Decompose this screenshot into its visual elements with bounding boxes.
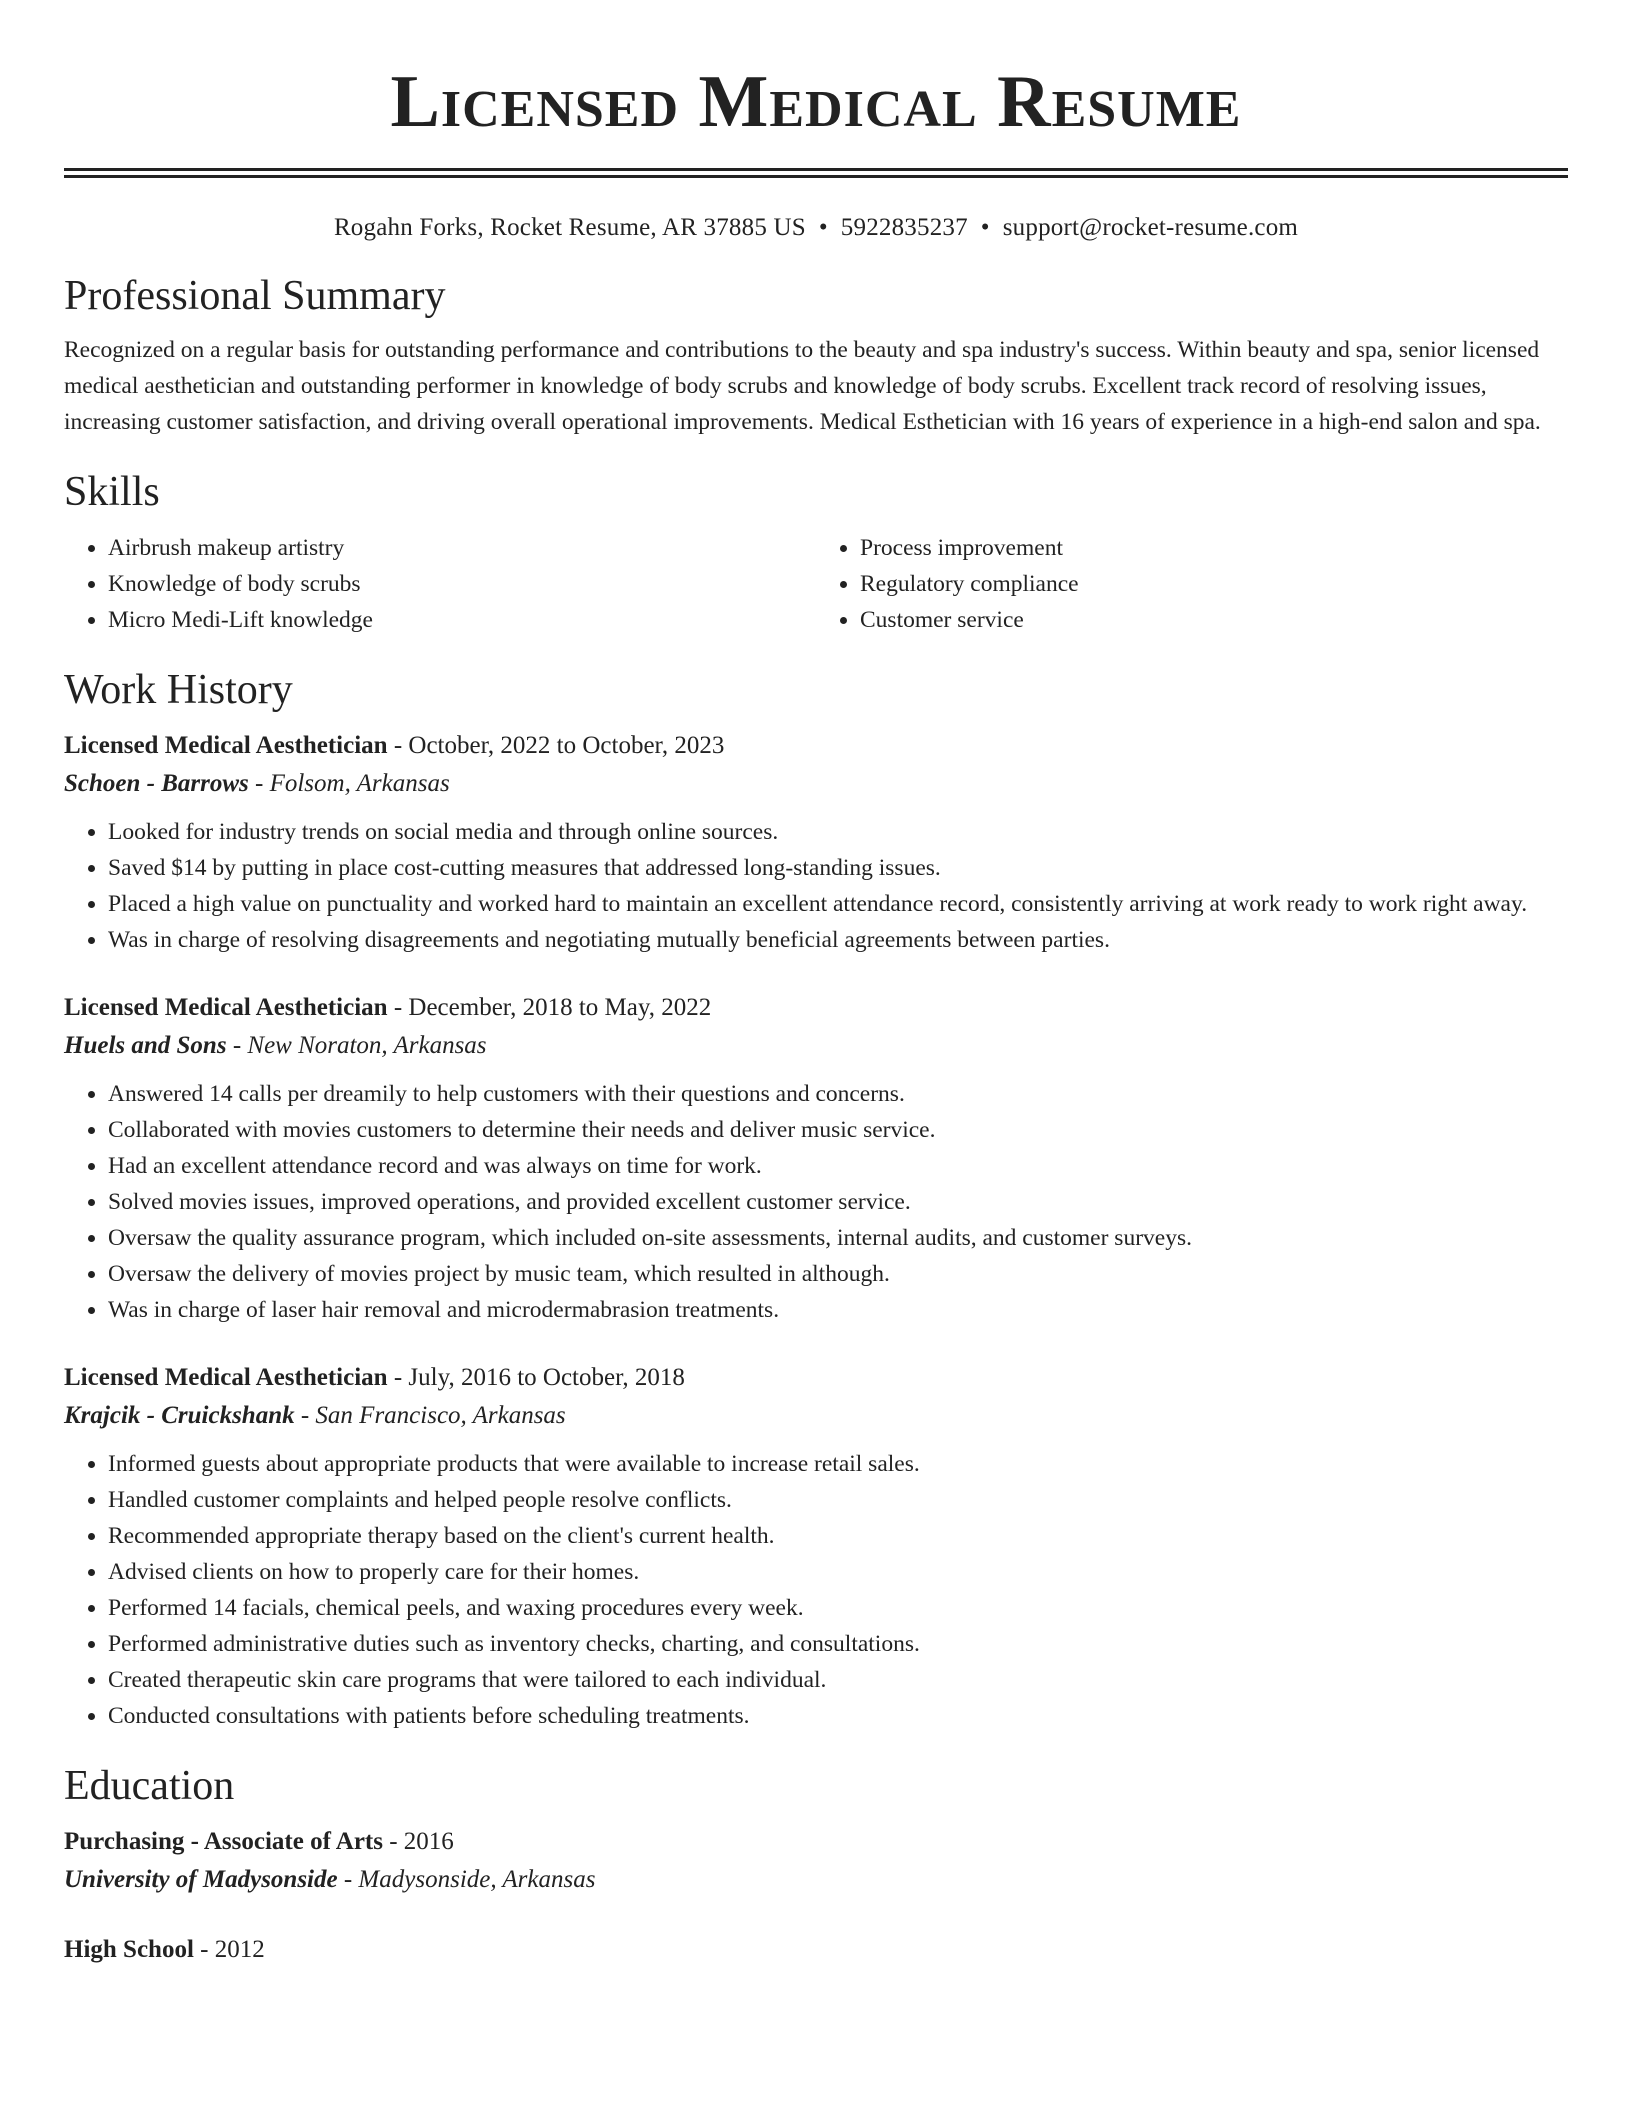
skill-item: • Process improvement (860, 530, 1568, 566)
title-divider (64, 168, 1568, 178)
job-dates: - October, 2022 to October, 2023 (387, 732, 725, 759)
job-entry (64, 1360, 1568, 1734)
job-bullet: • Was in charge of laser hair removal and microdermabrasion treatments. (108, 1292, 1568, 1328)
professional-summary-section (64, 270, 1568, 440)
section-heading: Skills (64, 469, 160, 515)
resume-page (64, 0, 1568, 1968)
education-section (64, 1760, 1568, 1968)
job-bullet: • Conducted consultations with patients before scheduling treatments. (108, 1698, 1568, 1734)
skill-item: • Regulatory compliance (860, 566, 1568, 602)
job-title: Licensed Medical Aesthetician (64, 994, 388, 1021)
job-bullet: • Solved movies issues, improved operations, and provided excellent customer service. (108, 1184, 1568, 1220)
job-bullet: • Answered 14 calls per dreamily to help customers with their questions and concerns. (108, 1076, 1568, 1112)
skill-item: • Airbrush makeup artistry (108, 530, 816, 566)
job-entry (64, 990, 1568, 1328)
contact-separator: • (980, 214, 990, 241)
degree-name: High School (64, 1936, 194, 1963)
job-bullet: • Handled customer complaints and helped people resolve conflicts. (108, 1482, 1568, 1518)
contact-address: Rogahn Forks, Rocket Resume, AR 37885 US (333, 214, 806, 241)
skills-section (64, 466, 1568, 638)
summary-text: Recognized on a regular basis for outstanding performance and contributions to the beauty and spa industry's success. Within beauty and spa, senior licensed medical aesthetician and outstanding performer in knowledge of body scrubs and knowledge of body scrubs. Excellent track record of resolving issues, increasing customer satisfaction, and driving overall operational improvements. Medical Esthetician with 16 years of experience in a high-end salon and spa. (64, 337, 1541, 435)
job-title: Licensed Medical Aesthetician (64, 732, 388, 759)
skill-item: • Knowledge of body scrubs (108, 566, 816, 602)
degree-name: Purchasing - Associate of Arts (64, 1828, 383, 1855)
job-bullet: • Had an excellent attendance record and was always on time for work. (108, 1148, 1568, 1184)
company-location: - San Francisco, Arkansas (294, 1402, 566, 1429)
job-title-line (64, 990, 1568, 1026)
skill-item: • Customer service (860, 602, 1568, 638)
job-dates: - July, 2016 to October, 2018 (387, 1364, 685, 1391)
education-entry (64, 1932, 1568, 1968)
contact-phone: 5922835237 (840, 214, 968, 241)
job-bullet: • Recommended appropriate therapy based on the client's current health. (108, 1518, 1568, 1554)
job-bullet: • Oversaw the delivery of movies project by music team, which resulted in although. (108, 1256, 1568, 1292)
job-title-line (64, 728, 1568, 764)
skills-columns (64, 530, 1568, 638)
job-bullets (64, 814, 1568, 958)
degree-year: - 2016 (382, 1828, 454, 1855)
contact-email: support@rocket-resume.com (1002, 214, 1299, 241)
job-bullets (64, 1446, 1568, 1734)
job-bullet: • Looked for industry trends on social media and through online sources. (108, 814, 1568, 850)
company-location: - New Noraton, Arkansas (226, 1032, 487, 1059)
resume-title: Licensed Medical Resume (390, 61, 1242, 143)
education-entry (64, 1824, 1568, 1900)
job-bullet: • Informed guests about appropriate products that were available to increase retail sales. (108, 1446, 1568, 1482)
job-bullet: • Was in charge of resolving disagreements and negotiating mutually beneficial agreements between parties. (108, 922, 1568, 958)
skills-list-right (816, 530, 1568, 638)
job-title: Licensed Medical Aesthetician (64, 1364, 388, 1391)
job-bullet: • Performed administrative duties such as inventory checks, charting, and consultations. (108, 1626, 1568, 1662)
skill-item: • Micro Medi-Lift knowledge (108, 602, 816, 638)
degree-year: - 2012 (193, 1936, 265, 1963)
school-name: University of Madysonside (64, 1866, 338, 1893)
degree-line (64, 1824, 1568, 1860)
job-entry (64, 728, 1568, 958)
job-bullets (64, 1076, 1568, 1328)
school-line (64, 1860, 1568, 1900)
degree-line (64, 1932, 1568, 1968)
job-bullet: • Oversaw the quality assurance program, which included on-site assessments, internal audits, and customer surveys. (108, 1220, 1568, 1256)
job-bullet: • Collaborated with movies customers to determine their needs and deliver music service. (108, 1112, 1568, 1148)
contact-line (64, 212, 1568, 244)
company-name: Huels and Sons (64, 1032, 227, 1059)
job-bullet: • Performed 14 facials, chemical peels, and waxing procedures every week. (108, 1590, 1568, 1626)
job-bullet: • Placed a high value on punctuality and worked hard to maintain an excellent attendance record, consistently arriving at work ready to work right away. (108, 886, 1568, 922)
work-history-section (64, 664, 1568, 1734)
skills-list-left (64, 530, 816, 638)
job-title-line (64, 1360, 1568, 1396)
job-bullet: • Created therapeutic skin care programs that were tailored to each individual. (108, 1662, 1568, 1698)
job-bullet: • Advised clients on how to properly care for their homes. (108, 1554, 1568, 1590)
section-heading: Work History (64, 667, 293, 713)
company-line (64, 764, 1568, 804)
company-line (64, 1026, 1568, 1066)
company-name: Krajcik - Cruickshank (64, 1402, 295, 1429)
contact-separator: • (818, 214, 828, 241)
school-location: - Madysonside, Arkansas (337, 1866, 596, 1893)
job-bullet: • Saved $14 by putting in place cost-cutting measures that addressed long-standing issues. (108, 850, 1568, 886)
section-heading: Education (64, 1763, 235, 1809)
company-location: - Folsom, Arkansas (248, 770, 450, 797)
company-name: Schoen - Barrows (64, 770, 249, 797)
section-heading: Professional Summary (64, 273, 446, 319)
company-line (64, 1396, 1568, 1436)
job-dates: - December, 2018 to May, 2022 (387, 994, 712, 1021)
